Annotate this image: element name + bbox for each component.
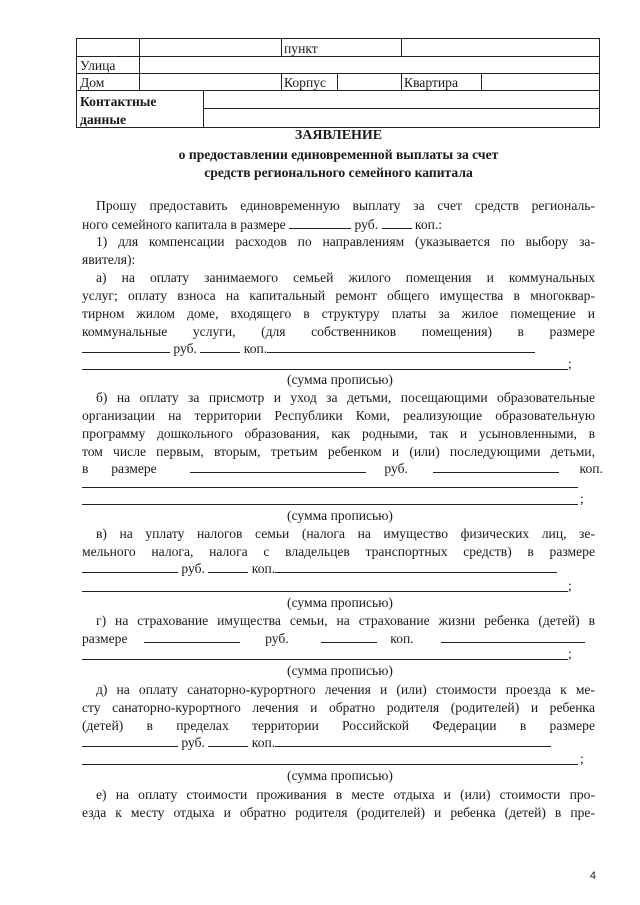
intro-line1: Прошу предоставить единовременную выплату за счет средств региональ- (96, 198, 595, 213)
d-semicolon: ; (580, 751, 584, 766)
kop-label: коп. (579, 461, 603, 476)
b-semicolon: ; (580, 491, 584, 506)
table-cell (139, 73, 282, 90)
table-row (77, 73, 599, 91)
kop-label: коп. (251, 561, 276, 576)
v-semicolon: ; (568, 578, 572, 593)
g-semicolon: ; (568, 646, 572, 661)
contact-label-line2: данные (80, 112, 126, 127)
p1-line2: явителя): (82, 252, 136, 267)
d-amount-line (82, 733, 595, 751)
table-cell (77, 39, 140, 56)
g-kop-field[interactable] (321, 629, 377, 643)
v-rub-field[interactable] (82, 559, 178, 573)
a-amount-line (82, 339, 595, 357)
document-subtitle-line1: о предоставлении единовременной выплаты за счет (178, 147, 499, 162)
table-cell (139, 56, 599, 73)
kop-label: коп. (390, 631, 414, 646)
table-cell (77, 90, 204, 127)
v-line2: мельного налога, налога с владельцев транспортных средств) в размере (82, 544, 595, 559)
b-line4: том числе первым, вторым, третьим ребенком и (или) последующими детьми, (82, 444, 595, 459)
intro-text: ного семейного капитала в размере (82, 217, 286, 232)
table-cell (77, 56, 140, 73)
table-row (77, 56, 599, 74)
table-row (77, 39, 599, 57)
a-rub-field[interactable] (82, 339, 170, 353)
kvartira-label: Квартира (404, 75, 459, 90)
rub-label: руб. (354, 217, 379, 232)
v-line1: в) на уплату налогов семьи (налога на имущество физических лиц, зе- (96, 526, 595, 541)
a-line1: а) на оплату занимаемого семьей жилого помещения и коммунальных (96, 270, 595, 285)
b-rub-field[interactable] (190, 459, 366, 473)
table-cell (77, 73, 140, 90)
d-line1: д) на оплату санаторно-курортного лечения и (или) стоимости проезда к ме- (96, 682, 595, 697)
g-words-line[interactable] (82, 659, 568, 660)
intro-line2 (82, 215, 595, 233)
house-label: Дом (80, 75, 105, 90)
table-cell (337, 73, 402, 90)
table-cell (139, 39, 282, 56)
document-subtitle-line2: средств регионального семейного капитала (204, 165, 473, 180)
a-semicolon: ; (568, 356, 572, 371)
contact-label-line1: Контактные (80, 94, 157, 109)
b-amount-line (82, 459, 603, 477)
v-words-field[interactable] (275, 559, 557, 573)
g-line1: г) на страхование имущества семьи, на страхование жизни ребенка (детей) в (96, 613, 595, 628)
rub-label: руб. (181, 735, 205, 750)
kop-label: коп. (251, 735, 276, 750)
kop-label: коп. (243, 341, 268, 356)
g-words-field[interactable] (441, 629, 585, 643)
b-sum-caption: (сумма прописью) (287, 508, 393, 523)
table-row (77, 90, 599, 127)
b-line1: б) на оплату за присмотр и уход за детьми, посещающими образовательные (96, 390, 595, 405)
v-kop-field[interactable] (208, 559, 248, 573)
a-words-field[interactable] (267, 339, 535, 353)
e-line1: е) на оплату стоимости проживания в месте отдыха и (или) стоимости про- (96, 787, 595, 802)
b-razmere-label: размере (111, 461, 157, 476)
v-amount-line (82, 559, 595, 577)
a-words-line[interactable] (82, 369, 568, 370)
rub-label: руб. (181, 561, 205, 576)
g-sum-caption: (сумма прописью) (287, 663, 393, 678)
b-line2: организации на территории Республики Коми, реализующие образовательную (82, 408, 595, 423)
p1-line1: 1) для компенсации расходов по направлениям (указывается по выбору за- (96, 234, 595, 249)
v-words-line[interactable] (82, 591, 568, 592)
korpus-label: Корпус (284, 75, 327, 90)
page-number: 4 (589, 870, 596, 882)
punkt-label: пункт (284, 41, 318, 56)
d-line3: (детей) в пределах территории Российской Федерации в размере (82, 718, 595, 733)
a-line3: тирном жилом доме, входящего в структуру платы за жилое помещение и (82, 306, 595, 321)
street-label: Улица (80, 58, 116, 73)
rub-label: руб. (173, 341, 197, 356)
rub-label: руб. (384, 461, 408, 476)
g-rub-field[interactable] (144, 629, 240, 643)
v-sum-caption: (сумма прописью) (287, 595, 393, 610)
kop-label: коп.: (414, 217, 443, 232)
d-words-line[interactable] (82, 764, 578, 765)
b-line3: программу дошкольного образования, как родными, так и усыновленными, в (82, 426, 595, 441)
d-kop-field[interactable] (208, 733, 248, 747)
a-sum-caption: (сумма прописью) (287, 372, 393, 387)
e-line2: езда к месту отдыха и обратно родителя (родителей) и ребенка (детей) в пре- (82, 805, 595, 820)
a-kop-field[interactable] (200, 339, 240, 353)
amount-kop-field[interactable] (382, 215, 412, 229)
rub-label: руб. (265, 631, 289, 646)
a-line4: коммунальные услуги, (для собственников помещения) в размере (82, 324, 595, 339)
amount-rub-field[interactable] (289, 215, 351, 229)
table-cell (281, 73, 338, 90)
d-words-field[interactable] (275, 733, 551, 747)
g-amount-line (82, 629, 595, 647)
table-cell (401, 73, 482, 90)
g-razmere-label: размере (82, 631, 128, 646)
b-v-label: в (82, 461, 89, 476)
b-words-line2[interactable] (82, 504, 578, 505)
d-rub-field[interactable] (82, 733, 178, 747)
document-title: ЗАЯВЛЕНИЕ (294, 128, 383, 143)
b-words-line1[interactable] (82, 487, 578, 488)
applicant-address-table (76, 38, 600, 128)
table-cell (401, 39, 599, 56)
table-cell (203, 90, 599, 127)
d-sum-caption: (сумма прописью) (287, 768, 393, 783)
d-line2: сту санаторно-курортного лечения и обратно родителя (родителей) и ребенка (82, 700, 595, 715)
table-cell (281, 39, 402, 56)
table-cell (481, 73, 599, 90)
b-kop-field[interactable] (433, 459, 559, 473)
a-line2: услуг; оплату взноса на капитальный ремонт общего имущества в многоквар- (82, 288, 595, 303)
